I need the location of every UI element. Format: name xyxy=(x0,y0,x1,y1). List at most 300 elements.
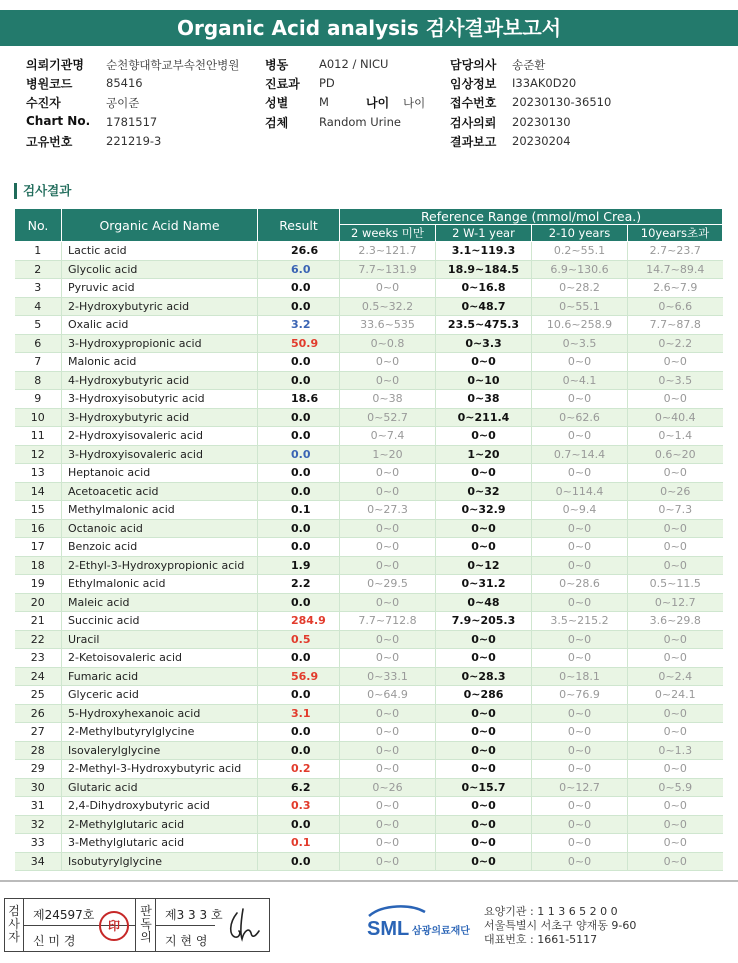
info-value: PD xyxy=(319,76,335,90)
row-result: 3.1 xyxy=(258,704,340,723)
row-acid-name: Fumaric acid xyxy=(62,667,258,686)
table-row xyxy=(15,667,723,686)
table-row xyxy=(15,686,723,705)
row-ref-2-10y: 0~0 xyxy=(532,538,628,557)
info-value: I33AK0D20 xyxy=(512,76,577,90)
row-ref-2-10y: 0.7~14.4 xyxy=(532,445,628,464)
row-ref-2-10y: 0~4.1 xyxy=(532,371,628,390)
info-value: 85416 xyxy=(106,76,143,90)
row-no: 2 xyxy=(15,260,62,279)
row-result: 0.0 xyxy=(258,538,340,557)
info-value: A012 / NICU xyxy=(319,57,389,71)
row-no: 12 xyxy=(15,445,62,464)
row-ref-10y-plus: 0~12.7 xyxy=(628,593,723,612)
col-header-name: Organic Acid Name xyxy=(62,209,258,242)
info-value: 공이준 xyxy=(106,96,140,110)
row-ref-2w: 0~0 xyxy=(340,593,436,612)
row-ref-2w-1y: 0~0 xyxy=(436,630,532,649)
row-result: 0.0 xyxy=(258,482,340,501)
info-label: 결과보고 xyxy=(450,135,497,149)
row-ref-2w-1y: 1~20 xyxy=(436,445,532,464)
row-acid-name: Glutaric acid xyxy=(62,778,258,797)
row-result: 6.2 xyxy=(258,778,340,797)
row-ref-2w: 0~0 xyxy=(340,760,436,779)
row-no: 7 xyxy=(15,353,62,372)
row-ref-2w: 0~0.8 xyxy=(340,334,436,353)
patient-info xyxy=(0,52,738,152)
row-no: 6 xyxy=(15,334,62,353)
info-value: 나이 xyxy=(403,96,426,110)
row-ref-2w-1y: 0~32.9 xyxy=(436,501,532,520)
row-ref-10y-plus: 0.6~20 xyxy=(628,445,723,464)
row-no: 8 xyxy=(15,371,62,390)
table-row xyxy=(15,501,723,520)
row-ref-2-10y: 0~0 xyxy=(532,630,628,649)
row-result: 0.2 xyxy=(258,760,340,779)
info-label: 검사의뢰 xyxy=(450,116,497,130)
footer-divider xyxy=(0,880,738,882)
row-ref-2w-1y: 0~32 xyxy=(436,482,532,501)
col-header-result: Result xyxy=(258,209,340,242)
row-ref-2-10y: 0~55.1 xyxy=(532,297,628,316)
info-value: 송준환 xyxy=(512,58,546,72)
row-ref-2-10y: 3.5~215.2 xyxy=(532,612,628,631)
row-ref-2-10y: 0~0 xyxy=(532,760,628,779)
row-acid-name: 2-Methylbutyrylglycine xyxy=(62,723,258,742)
info-label: 검체 xyxy=(265,116,289,130)
row-no: 30 xyxy=(15,778,62,797)
row-ref-2-10y: 0~0 xyxy=(532,815,628,834)
row-result: 0.0 xyxy=(258,815,340,834)
row-ref-2w-1y: 0~16.8 xyxy=(436,279,532,298)
row-result: 18.6 xyxy=(258,390,340,409)
row-ref-2w: 0~64.9 xyxy=(340,686,436,705)
row-no: 9 xyxy=(15,390,62,409)
info-label: 수진자 xyxy=(26,96,61,110)
row-ref-2w-1y: 0~15.7 xyxy=(436,778,532,797)
info-label: 진료과 xyxy=(265,77,300,91)
row-ref-2w: 0~26 xyxy=(340,778,436,797)
row-acid-name: 3-Methylglutaric acid xyxy=(62,834,258,853)
row-result: 0.0 xyxy=(258,279,340,298)
row-no: 5 xyxy=(15,316,62,335)
row-ref-2-10y: 0~0 xyxy=(532,723,628,742)
row-acid-name: Heptanoic acid xyxy=(62,464,258,483)
row-ref-2w-1y: 0~28.3 xyxy=(436,667,532,686)
row-ref-2w-1y: 0~0 xyxy=(436,834,532,853)
table-row xyxy=(15,556,723,575)
row-result: 3.2 xyxy=(258,316,340,335)
table-row xyxy=(15,852,723,871)
row-ref-2w-1y: 0~0 xyxy=(436,519,532,538)
info-label: 병원코드 xyxy=(26,77,73,91)
table-row xyxy=(15,390,723,409)
row-ref-2w: 0~0 xyxy=(340,279,436,298)
info-value: 20230130-36510 xyxy=(512,95,612,109)
row-ref-2w: 0~7.4 xyxy=(340,427,436,446)
row-ref-2w: 0~0 xyxy=(340,815,436,834)
row-acid-name: 3-Hydroxypropionic acid xyxy=(62,334,258,353)
row-ref-2-10y: 0.2~55.1 xyxy=(532,242,628,261)
row-result: 0.1 xyxy=(258,834,340,853)
info-label: 의뢰기관명 xyxy=(26,58,84,72)
row-ref-2-10y: 0~0 xyxy=(532,519,628,538)
row-ref-2-10y: 0~28.2 xyxy=(532,279,628,298)
row-ref-2-10y: 0~3.5 xyxy=(532,334,628,353)
row-acid-name: Glycolic acid xyxy=(62,260,258,279)
col-header-range: 10years초과 xyxy=(628,225,723,242)
row-ref-2w-1y: 0~48 xyxy=(436,593,532,612)
table-row xyxy=(15,538,723,557)
row-acid-name: Pyruvic acid xyxy=(62,279,258,298)
row-ref-2w-1y: 0~286 xyxy=(436,686,532,705)
tester-name: 신 미 경 xyxy=(33,934,76,948)
row-no: 13 xyxy=(15,464,62,483)
row-ref-2-10y: 0~28.6 xyxy=(532,575,628,594)
row-ref-10y-plus: 2.6~7.9 xyxy=(628,279,723,298)
table-row xyxy=(15,464,723,483)
row-ref-2w: 0~0 xyxy=(340,538,436,557)
row-no: 27 xyxy=(15,723,62,742)
row-acid-name: 2-Hydroxyisovaleric acid xyxy=(62,427,258,446)
row-ref-2w: 0~0 xyxy=(340,519,436,538)
row-ref-2w-1y: 0~48.7 xyxy=(436,297,532,316)
table-row xyxy=(15,630,723,649)
signature-box xyxy=(4,898,270,952)
report-title: Organic Acid analysis 검사결과보고서 xyxy=(0,10,738,46)
row-result: 0.0 xyxy=(258,519,340,538)
row-ref-2w: 33.6~535 xyxy=(340,316,436,335)
row-ref-2w-1y: 0~0 xyxy=(436,353,532,372)
row-result: 1.9 xyxy=(258,556,340,575)
row-ref-10y-plus: 0~2.4 xyxy=(628,667,723,686)
row-ref-2-10y: 0~0 xyxy=(532,741,628,760)
row-ref-2w-1y: 18.9~184.5 xyxy=(436,260,532,279)
row-ref-2-10y: 0~0 xyxy=(532,593,628,612)
row-ref-2w-1y: 0~31.2 xyxy=(436,575,532,594)
col-header-range: 2-10 years xyxy=(532,225,628,242)
row-ref-10y-plus: 0~0 xyxy=(628,760,723,779)
table-row xyxy=(15,778,723,797)
row-ref-10y-plus: 0~0 xyxy=(628,815,723,834)
row-ref-2w: 0~52.7 xyxy=(340,408,436,427)
row-no: 23 xyxy=(15,649,62,668)
row-result: 0.0 xyxy=(258,464,340,483)
row-result: 6.0 xyxy=(258,260,340,279)
table-row xyxy=(15,519,723,538)
row-ref-2-10y: 0~62.6 xyxy=(532,408,628,427)
row-no: 21 xyxy=(15,612,62,631)
row-no: 1 xyxy=(15,242,62,261)
row-ref-2w: 0~0 xyxy=(340,464,436,483)
row-result: 0.3 xyxy=(258,797,340,816)
row-no: 26 xyxy=(15,704,62,723)
row-ref-2-10y: 0~0 xyxy=(532,852,628,871)
row-ref-10y-plus: 0~0 xyxy=(628,353,723,372)
row-ref-2w-1y: 23.5~475.3 xyxy=(436,316,532,335)
row-ref-10y-plus: 0~24.1 xyxy=(628,686,723,705)
reviewer-name: 지 현 영 xyxy=(165,934,208,948)
row-ref-10y-plus: 0~0 xyxy=(628,834,723,853)
info-label: 병동 xyxy=(265,58,289,72)
row-ref-10y-plus: 0~0 xyxy=(628,519,723,538)
row-ref-10y-plus: 0.5~11.5 xyxy=(628,575,723,594)
row-ref-2w-1y: 0~0 xyxy=(436,815,532,834)
info-label: 성별 xyxy=(265,96,289,110)
row-acid-name: Benzoic acid xyxy=(62,538,258,557)
row-acid-name: Ethylmalonic acid xyxy=(62,575,258,594)
row-ref-10y-plus: 0~0 xyxy=(628,797,723,816)
row-acid-name: Methylmalonic acid xyxy=(62,501,258,520)
info-value: M xyxy=(319,95,329,109)
row-ref-2w: 2.3~121.7 xyxy=(340,242,436,261)
row-no: 15 xyxy=(15,501,62,520)
row-ref-10y-plus: 0~2.2 xyxy=(628,334,723,353)
row-ref-2w-1y: 0~0 xyxy=(436,538,532,557)
info-value: Random Urine xyxy=(319,115,401,129)
row-ref-2w-1y: 0~0 xyxy=(436,427,532,446)
row-result: 0.0 xyxy=(258,297,340,316)
signature-scribble xyxy=(225,905,265,945)
sml-logo-icon xyxy=(365,902,480,946)
row-result: 26.6 xyxy=(258,242,340,261)
row-result: 0.1 xyxy=(258,501,340,520)
row-ref-2w: 0~0 xyxy=(340,797,436,816)
row-ref-10y-plus: 0~1.3 xyxy=(628,741,723,760)
row-ref-2w: 0~0 xyxy=(340,353,436,372)
row-ref-10y-plus: 3.6~29.8 xyxy=(628,612,723,631)
table-row xyxy=(15,316,723,335)
row-acid-name: 3-Hydroxybutyric acid xyxy=(62,408,258,427)
org-address: 서울특별시 서초구 양재동 9-60 xyxy=(484,919,637,932)
row-acid-name: Glyceric acid xyxy=(62,686,258,705)
info-value: 순천향대학교부속천안병원 xyxy=(106,58,240,72)
tester-label: 검사자 xyxy=(8,904,20,944)
row-ref-2w-1y: 0~0 xyxy=(436,797,532,816)
row-acid-name: 2,4-Dihydroxybutyric acid xyxy=(62,797,258,816)
row-ref-10y-plus: 0~3.5 xyxy=(628,371,723,390)
row-ref-2w: 0~0 xyxy=(340,630,436,649)
row-result: 2.2 xyxy=(258,575,340,594)
row-ref-10y-plus: 0~0 xyxy=(628,704,723,723)
row-no: 31 xyxy=(15,797,62,816)
row-acid-name: 3-Hydroxyisovaleric acid xyxy=(62,445,258,464)
row-ref-2-10y: 0~0 xyxy=(532,797,628,816)
row-ref-2-10y: 0~0 xyxy=(532,704,628,723)
row-no: 18 xyxy=(15,556,62,575)
row-ref-2-10y: 0~12.7 xyxy=(532,778,628,797)
row-ref-10y-plus: 0~26 xyxy=(628,482,723,501)
org-info xyxy=(484,905,636,947)
table-row xyxy=(15,353,723,372)
row-result: 0.0 xyxy=(258,353,340,372)
row-acid-name: 2-Hydroxybutyric acid xyxy=(62,297,258,316)
table-row xyxy=(15,260,723,279)
row-ref-2w: 0~0 xyxy=(340,852,436,871)
row-no: 11 xyxy=(15,427,62,446)
table-row xyxy=(15,815,723,834)
row-ref-2w: 0.5~32.2 xyxy=(340,297,436,316)
row-acid-name: 4-Hydroxybutyric acid xyxy=(62,371,258,390)
row-acid-name: 2-Ethyl-3-Hydroxypropionic acid xyxy=(62,556,258,575)
row-acid-name: Lactic acid xyxy=(62,242,258,261)
col-header-no: No. xyxy=(15,209,62,242)
row-ref-2w: 0~29.5 xyxy=(340,575,436,594)
row-ref-2w-1y: 3.1~119.3 xyxy=(436,242,532,261)
row-acid-name: 2-Ketoisovaleric acid xyxy=(62,649,258,668)
row-ref-10y-plus: 0~1.4 xyxy=(628,427,723,446)
row-result: 0.0 xyxy=(258,686,340,705)
org-phone: 대표번호 : 1661-5117 xyxy=(484,933,598,946)
section-title: 검사결과 xyxy=(14,183,71,199)
row-result: 0.5 xyxy=(258,630,340,649)
row-acid-name: 3-Hydroxyisobutyric acid xyxy=(62,390,258,409)
row-acid-name: 2-Methyl-3-Hydroxybutyric acid xyxy=(62,760,258,779)
row-no: 17 xyxy=(15,538,62,557)
row-no: 10 xyxy=(15,408,62,427)
row-result: 0.0 xyxy=(258,408,340,427)
row-acid-name: 5-Hydroxyhexanoic acid xyxy=(62,704,258,723)
row-ref-2w: 0~38 xyxy=(340,390,436,409)
row-ref-2w: 0~0 xyxy=(340,834,436,853)
row-ref-10y-plus: 0~40.4 xyxy=(628,408,723,427)
row-ref-2w: 7.7~131.9 xyxy=(340,260,436,279)
row-ref-2w: 7.7~712.8 xyxy=(340,612,436,631)
row-ref-2w-1y: 0~10 xyxy=(436,371,532,390)
row-acid-name: Isobutyrylglycine xyxy=(62,852,258,871)
table-row xyxy=(15,279,723,298)
row-ref-2w: 0~0 xyxy=(340,704,436,723)
row-ref-2-10y: 0~18.1 xyxy=(532,667,628,686)
row-ref-2w-1y: 0~0 xyxy=(436,704,532,723)
info-label: Chart No. xyxy=(26,114,91,128)
row-no: 14 xyxy=(15,482,62,501)
row-ref-2-10y: 0~0 xyxy=(532,390,628,409)
row-ref-2w: 0~27.3 xyxy=(340,501,436,520)
row-acid-name: Uracil xyxy=(62,630,258,649)
info-value: 1781517 xyxy=(106,115,158,129)
info-value: 221219-3 xyxy=(106,134,162,148)
row-ref-2w: 0~33.1 xyxy=(340,667,436,686)
table-row xyxy=(15,723,723,742)
row-result: 56.9 xyxy=(258,667,340,686)
row-result: 284.9 xyxy=(258,612,340,631)
row-result: 0.0 xyxy=(258,723,340,742)
row-ref-2w-1y: 0~0 xyxy=(436,464,532,483)
row-ref-2-10y: 10.6~258.9 xyxy=(532,316,628,335)
row-ref-10y-plus: 0~0 xyxy=(628,538,723,557)
row-ref-2-10y: 0~0 xyxy=(532,353,628,372)
row-ref-10y-plus: 0~0 xyxy=(628,852,723,871)
table-row xyxy=(15,482,723,501)
row-ref-10y-plus: 0~6.6 xyxy=(628,297,723,316)
info-label: 임상정보 xyxy=(450,77,497,91)
row-no: 25 xyxy=(15,686,62,705)
table-row xyxy=(15,741,723,760)
row-acid-name: 2-Methylglutaric acid xyxy=(62,815,258,834)
org-code: 요양기관 : 1 1 3 6 5 2 0 0 xyxy=(484,905,618,918)
table-row xyxy=(15,427,723,446)
row-result: 0.0 xyxy=(258,741,340,760)
row-ref-2w-1y: 0~0 xyxy=(436,852,532,871)
row-result: 0.0 xyxy=(258,371,340,390)
row-ref-2w-1y: 0~0 xyxy=(436,649,532,668)
row-ref-2w: 0~0 xyxy=(340,556,436,575)
table-row xyxy=(15,704,723,723)
results-table xyxy=(14,208,723,871)
row-ref-2w: 0~0 xyxy=(340,723,436,742)
info-label: 나이 xyxy=(366,96,390,110)
row-ref-10y-plus: 7.7~87.8 xyxy=(628,316,723,335)
row-acid-name: Maleic acid xyxy=(62,593,258,612)
info-value: 20230204 xyxy=(512,134,571,148)
row-ref-10y-plus: 0~0 xyxy=(628,723,723,742)
row-ref-10y-plus: 0~5.9 xyxy=(628,778,723,797)
row-ref-2w-1y: 0~12 xyxy=(436,556,532,575)
row-ref-2-10y: 0~0 xyxy=(532,427,628,446)
row-ref-10y-plus: 0~0 xyxy=(628,649,723,668)
svg-text:삼광의료재단: 삼광의료재단 xyxy=(412,926,470,937)
row-result: 50.9 xyxy=(258,334,340,353)
row-ref-2-10y: 0~114.4 xyxy=(532,482,628,501)
row-no: 22 xyxy=(15,630,62,649)
table-row xyxy=(15,242,723,261)
row-ref-2-10y: 0~76.9 xyxy=(532,686,628,705)
row-ref-10y-plus: 0~0 xyxy=(628,630,723,649)
row-acid-name: Malonic acid xyxy=(62,353,258,372)
row-ref-2-10y: 0~0 xyxy=(532,649,628,668)
row-no: 20 xyxy=(15,593,62,612)
table-row xyxy=(15,371,723,390)
info-label: 고유번호 xyxy=(26,135,73,149)
row-ref-2w: 1~20 xyxy=(340,445,436,464)
row-result: 0.0 xyxy=(258,649,340,668)
col-header-reference: Reference Range (mmol/mol Crea.) xyxy=(340,209,723,225)
row-result: 0.0 xyxy=(258,593,340,612)
reviewer-label: 판독의 xyxy=(140,904,152,944)
info-label: 접수번호 xyxy=(450,96,497,110)
col-header-range: 2 W-1 year xyxy=(436,225,532,242)
row-ref-2w: 0~0 xyxy=(340,482,436,501)
row-no: 3 xyxy=(15,279,62,298)
row-ref-2w: 0~0 xyxy=(340,371,436,390)
row-ref-2w-1y: 0~38 xyxy=(436,390,532,409)
row-no: 4 xyxy=(15,297,62,316)
sml-logo xyxy=(365,902,480,950)
row-ref-2w: 0~0 xyxy=(340,741,436,760)
row-ref-10y-plus: 0~0 xyxy=(628,556,723,575)
row-ref-2w: 0~0 xyxy=(340,649,436,668)
row-ref-10y-plus: 14.7~89.4 xyxy=(628,260,723,279)
row-no: 34 xyxy=(15,852,62,871)
row-no: 24 xyxy=(15,667,62,686)
info-value: 20230130 xyxy=(512,115,571,129)
row-acid-name: Acetoacetic acid xyxy=(62,482,258,501)
row-no: 32 xyxy=(15,815,62,834)
row-result: 0.0 xyxy=(258,445,340,464)
row-ref-2-10y: 0~0 xyxy=(532,834,628,853)
row-ref-2w-1y: 7.9~205.3 xyxy=(436,612,532,631)
tester-license: 제24597호 xyxy=(33,908,95,922)
row-ref-10y-plus: 2.7~23.7 xyxy=(628,242,723,261)
row-ref-2w-1y: 0~0 xyxy=(436,741,532,760)
table-row xyxy=(15,760,723,779)
row-ref-2w-1y: 0~211.4 xyxy=(436,408,532,427)
table-row xyxy=(15,297,723,316)
row-acid-name: Octanoic acid xyxy=(62,519,258,538)
table-row xyxy=(15,649,723,668)
table-row xyxy=(15,612,723,631)
